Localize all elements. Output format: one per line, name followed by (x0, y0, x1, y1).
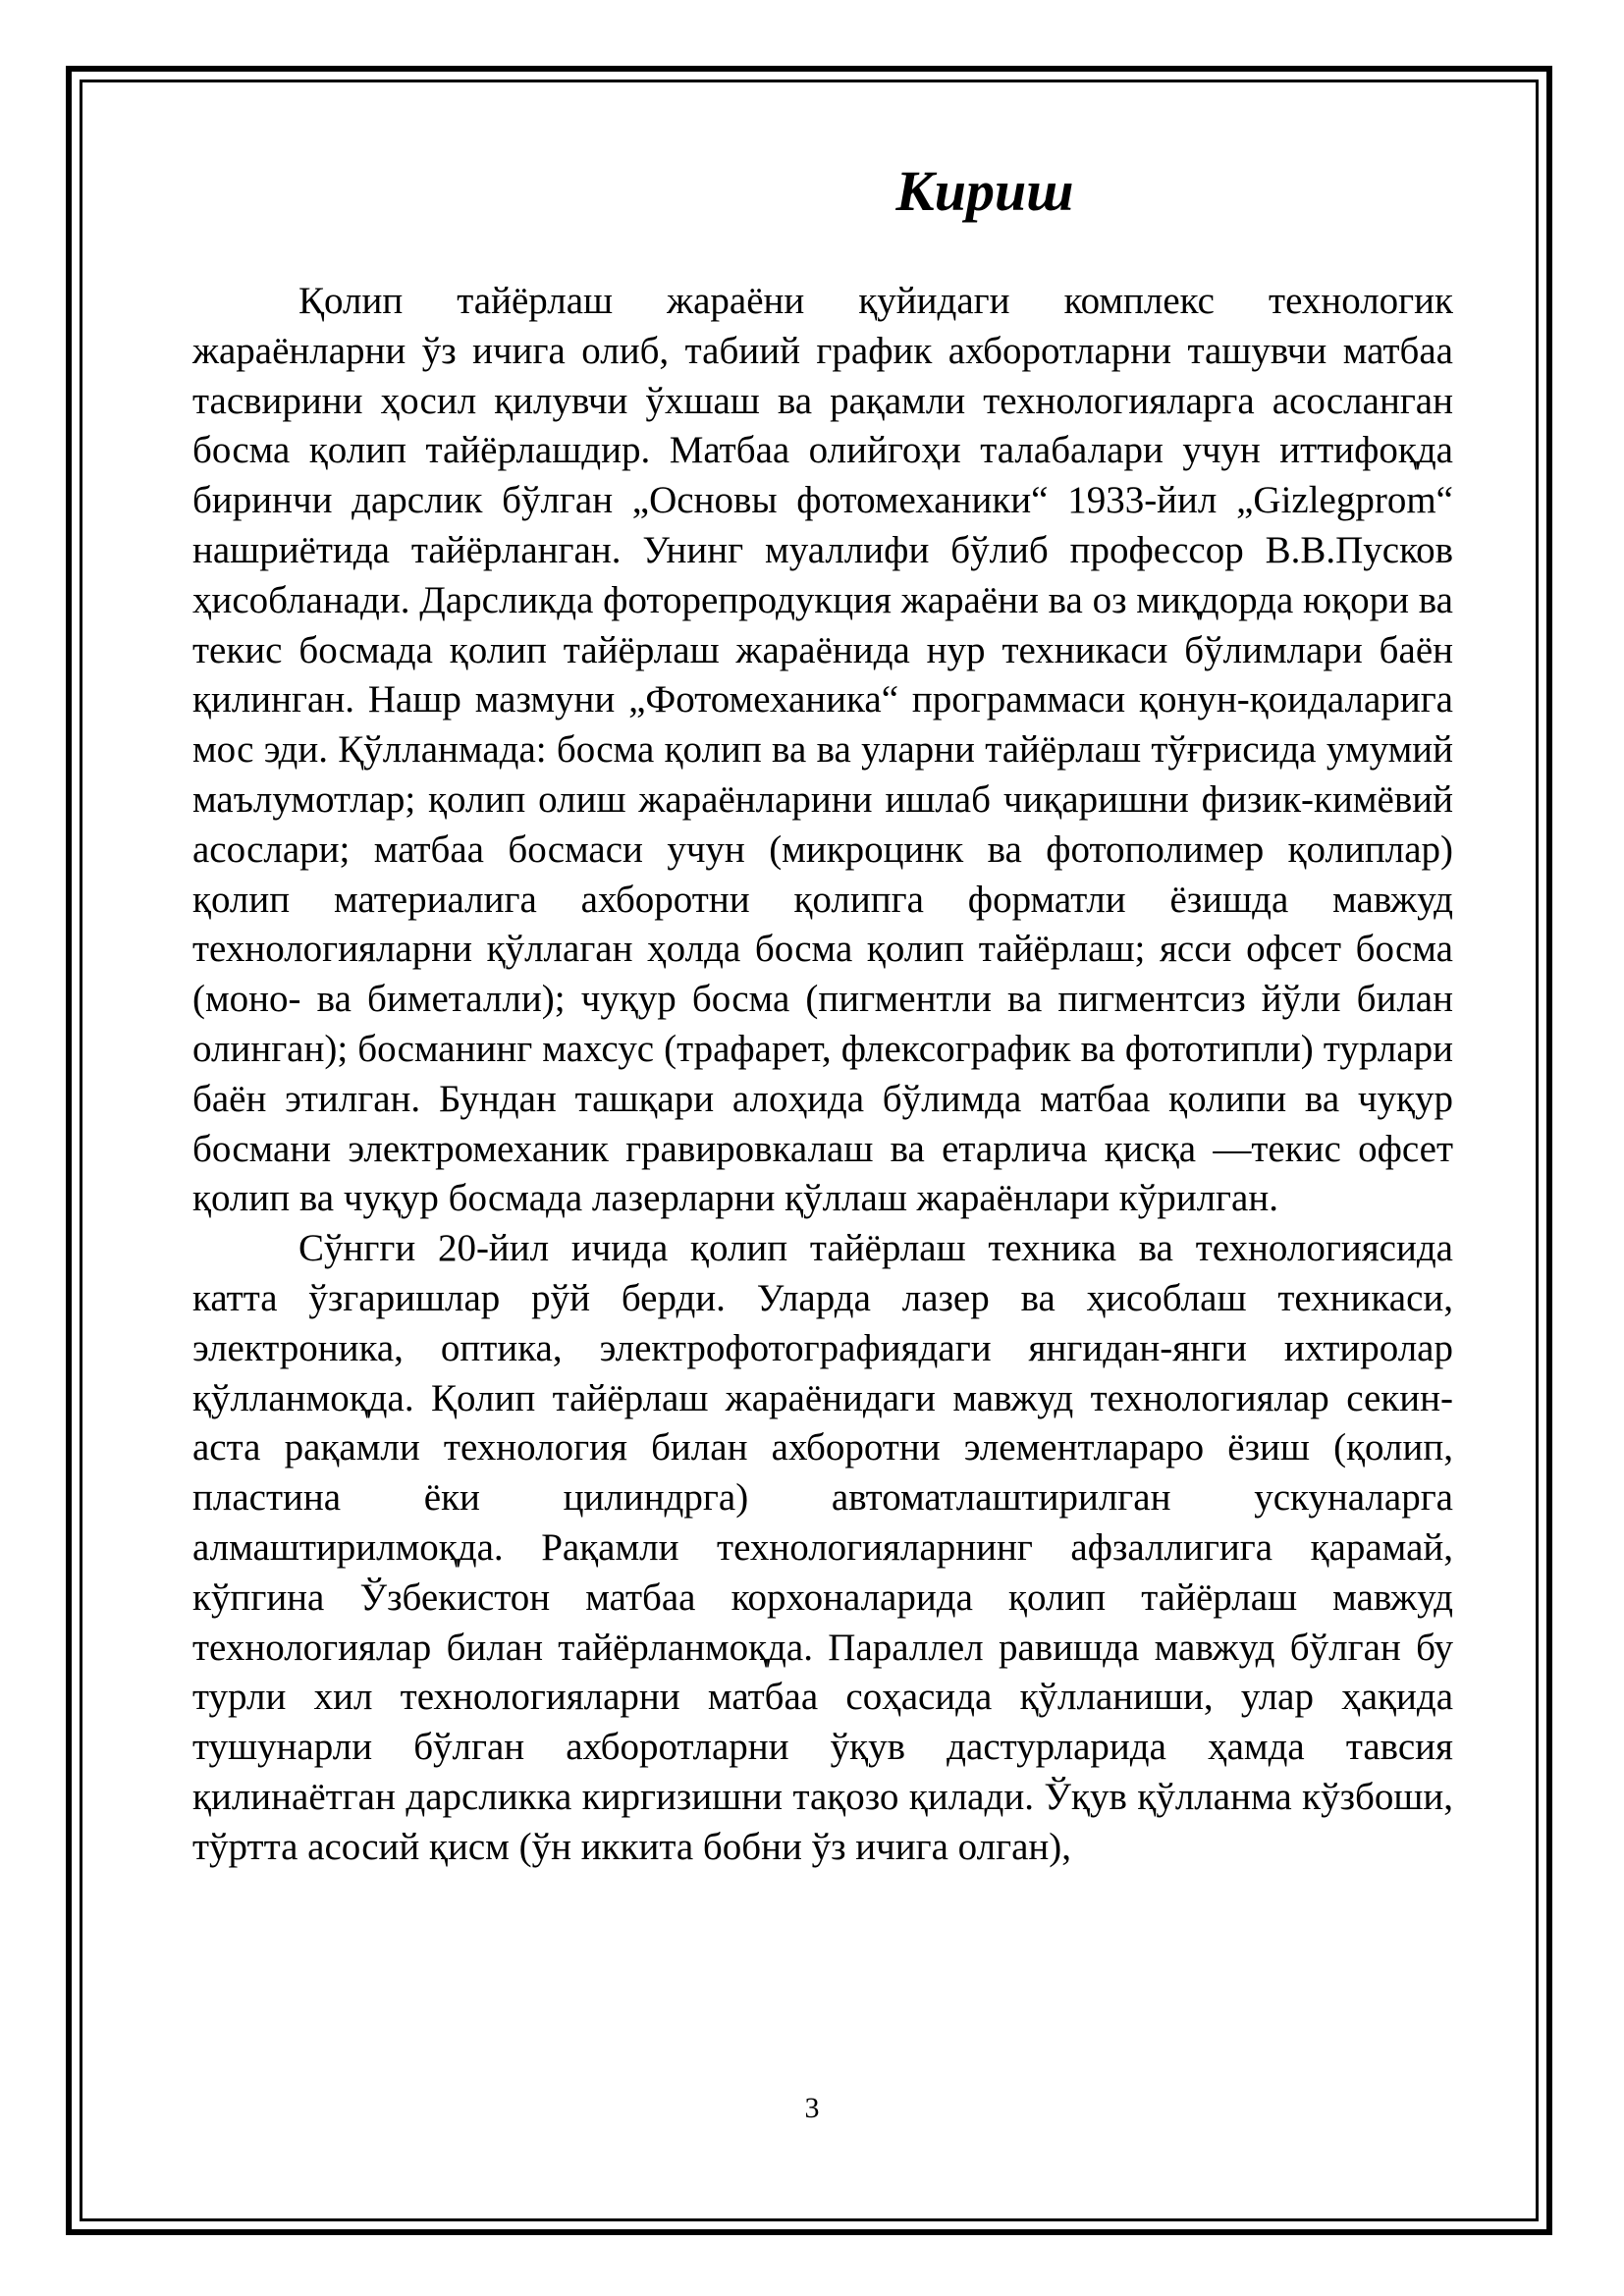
paragraph-2: Сўнгги 20-йил ичида қолип тайёрлаш техника ва технологиясида катта ўзгаришлар рўй берди. Уларда лазер ва ҳисоблаш техникаси, электроника, оптика, электрофотографиядаги янгидан-янги ихтиролар қўлланмоқда. Қолип тайёрлаш жараёнидаги мавжуд технологиялар секин-аста рақамли технология билан ахборотни элементлараро ёзиш (қолип, пластина ёки цилиндрга) автоматлаштирилган ускуналарга алмаштирилмоқда. Рақамли технологияларнинг афзаллигига қарамай, кўпгина Ўзбекистон матбаа корхоналарида қолип тайёрлаш мавжуд технологиялар билан тайёрланмоқда. Параллел равишда мавжуд бўлган бу турли хил технологияларни матбаа соҳасида қўлланиши, улар ҳақида тушунарли бўлган ахборотларни ўқув дастурларида ҳамда тавсия қилинаётган дарсликка киргизишни тақозо қилади. Ўқув қўлланма кўзбоши, тўртта асосий қисм (ўн иккита бобни ўз ичига олган), (192, 1227, 1453, 1868)
paragraph-1: Қолип тайёрлаш жараёни қуйидаги комплекс технологик жараёнларни ўз ичига олиб, табиий график ахборотларни ташувчи матбаа тасвирини ҳосил қилувчи ўхшаш ва рақамли технологияларга асосланган босма қолип тайёрлашдир. Матбаа олийгоҳи талабалари учун иттифоқда биринчи дарслик бўлган „Основы фотомеханики“ 1933-йил „Gizlegprom“ нашриётида тайёрланган. Унинг муаллифи бўлиб профессор В.В.Пусков ҳисобланади. Дарсликда фоторепродукция жараёни ва оз миқдорда юқори ва текис босмада қолип тайёрлаш жараёнида нур техникаси бўлимлари баён қилинган. Нашр мазмуни „Фотомеханика“ программаси қонун-қоидаларига мос эди. Қўлланмада: босма қолип ва ва уларни тайёрлаш тўғрисида умумий маълумотлар; қолип олиш жараёнларини ишлаб чиқаришни физик-кимёвий асослари; матбаа босмаси учун (микроцинк ва фотополимер қолиплар) қолип материалига ахборотни қолипга форматли ёзишда мавжуд технологияларни қўллаган ҳолда босма қолип тайёрлаш; ясси офсет босма (моно- ва биметалли); чуқур босма (пигментли ва пигментсиз йўли билан олинган); босманинг махсус (трафарет, флексографик ва фототипли) турлари баён этилган. Бундан ташқари алоҳида бўлимда матбаа қолипи ва чуқур босмани электромеханик гравировкалаш ва етарлича қисқа —текис офсет қолип ва чуқур босмада лазерларни қўллаш жараёнлари кўрилган. (192, 280, 1453, 1220)
page-number: 3 (804, 2092, 820, 2124)
page-content (192, 157, 1453, 1873)
page-title: Кириш (895, 159, 1074, 223)
